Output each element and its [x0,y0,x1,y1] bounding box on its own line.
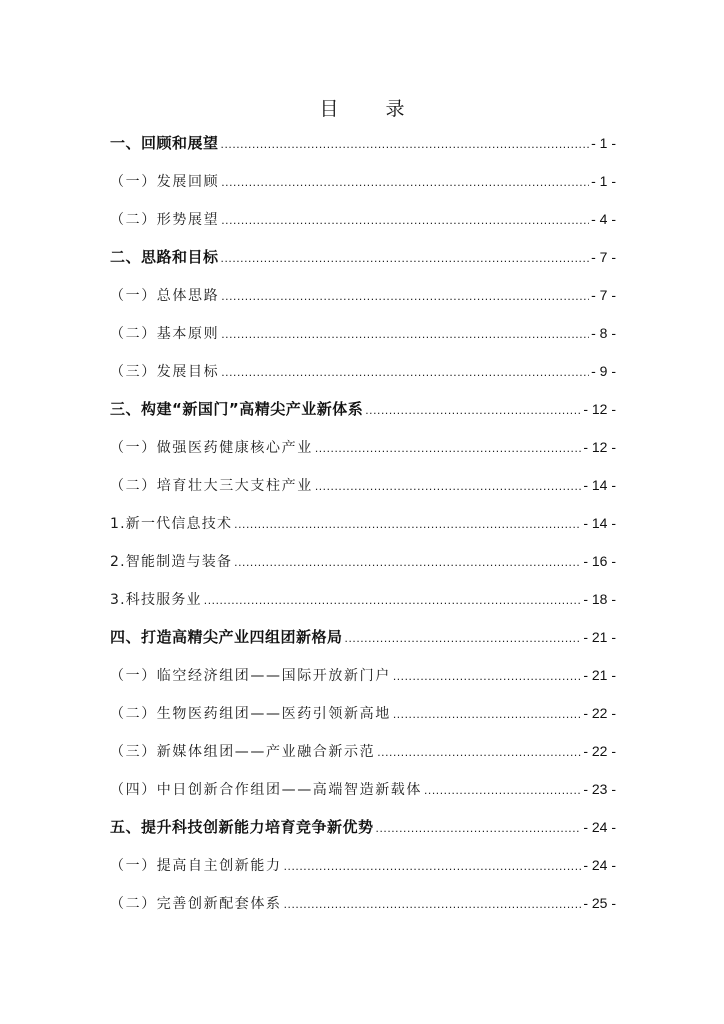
toc-page-number: - 24 - [583,857,616,873]
toc-entry[interactable] [110,738,616,776]
toc-page-number: - 7 - [591,249,616,265]
toc-entry-title: （一）提高自主创新能力 [110,858,282,874]
toc-entry-title: （一）发展回顾 [110,174,220,190]
toc-page-number: - 8 - [591,325,616,341]
toc-entry[interactable] [110,396,616,434]
dot-leader [393,663,582,689]
dot-leader [221,359,589,385]
toc-entry-title: （四）中日创新合作组团——高端智造新载体 [110,782,422,798]
toc-page-number: - 7 - [591,287,616,303]
toc-page-number: - 18 - [583,591,616,607]
toc-entry[interactable] [110,776,616,814]
toc-page-number: - 21 - [583,629,616,645]
toc-page-number: - 25 - [583,895,616,911]
toc-entry-title: （一）临空经济组团——国际开放新门户 [110,668,391,684]
dot-leader [315,435,582,461]
toc-entry[interactable] [110,206,616,244]
toc-entry[interactable] [110,586,616,624]
toc-entry[interactable] [110,320,616,358]
toc-entry-title: （二）完善创新配套体系 [110,896,282,912]
dot-leader [424,777,581,803]
toc-entry-title: （三）发展目标 [110,364,220,380]
toc-entry-title: （一）总体思路 [110,288,220,304]
toc-entry-title: （一）做强医药健康核心产业 [110,440,313,456]
toc-entry[interactable] [110,244,616,282]
toc-page-number: - 12 - [583,439,616,455]
dot-leader [377,739,581,765]
toc-page-number: - 12 - [583,401,616,417]
toc-page-number: - 1 - [591,135,616,151]
dot-leader [221,169,589,195]
toc-entry[interactable] [110,814,616,852]
toc-entry[interactable] [110,472,616,510]
toc-page-number: - 14 - [583,515,616,531]
toc-page-number: - 16 - [583,553,616,569]
dot-leader [393,701,582,727]
dot-leader [221,245,590,271]
toc-entry-title: 1.新一代信息技术 [110,516,233,532]
toc-page-number: - 21 - [583,667,616,683]
dot-leader [365,397,581,423]
toc-entry[interactable] [110,434,616,472]
toc-entry-title: 五、提升科技创新能力培育竞争新优势 [110,818,374,836]
toc-entry[interactable] [110,168,616,206]
toc-entry[interactable] [110,890,616,928]
toc-entry[interactable] [110,130,616,168]
toc-entry[interactable] [110,358,616,396]
toc-list [110,130,616,928]
toc-title: 目 录 [319,98,419,120]
dot-leader [234,549,581,575]
toc-page-number: - 4 - [591,211,616,227]
dot-leader [221,321,589,347]
dot-leader [345,625,582,651]
toc-entry[interactable] [110,548,616,586]
toc-entry[interactable] [110,700,616,738]
toc-page-number: - 9 - [591,363,616,379]
toc-page-number: - 23 - [583,781,616,797]
dot-leader [284,891,582,917]
dot-leader [204,587,582,613]
toc-entry-title: （二）生物医药组团——医药引领新高地 [110,706,391,722]
toc-entry-title: 2.智能制造与装备 [110,554,233,570]
dot-leader [315,473,582,499]
toc-entry-title: 四、打造高精尖产业四组团新格局 [110,628,343,646]
toc-entry-title: （三）新媒体组团——产业融合新示范 [110,744,376,760]
toc-page-number: - 14 - [583,477,616,493]
toc-entry-title: 三、构建“新国门”高精尖产业新体系 [110,400,364,418]
toc-entry[interactable] [110,662,616,700]
toc-entry-title: 一、回顾和展望 [110,134,219,152]
toc-entry[interactable] [110,282,616,320]
toc-page-number: - 22 - [583,705,616,721]
toc-entry-title: 二、思路和目标 [110,248,219,266]
dot-leader [284,853,582,879]
toc-page-number: - 22 - [583,743,616,759]
toc-entry[interactable] [110,624,616,662]
dot-leader [221,131,590,157]
toc-entry-title: （二）形势展望 [110,212,220,228]
toc-entry-title: （二）基本原则 [110,326,220,342]
toc-entry[interactable] [110,852,616,890]
dot-leader [376,815,582,841]
toc-entry[interactable] [110,510,616,548]
toc-page-number: - 1 - [591,173,616,189]
dot-leader [234,511,581,537]
toc-entry-title: 3.科技服务业 [110,592,202,608]
dot-leader [221,283,589,309]
toc-page-number: - 24 - [583,819,616,835]
toc-entry-title: （二）培育壮大三大支柱产业 [110,478,313,494]
dot-leader [221,207,589,233]
